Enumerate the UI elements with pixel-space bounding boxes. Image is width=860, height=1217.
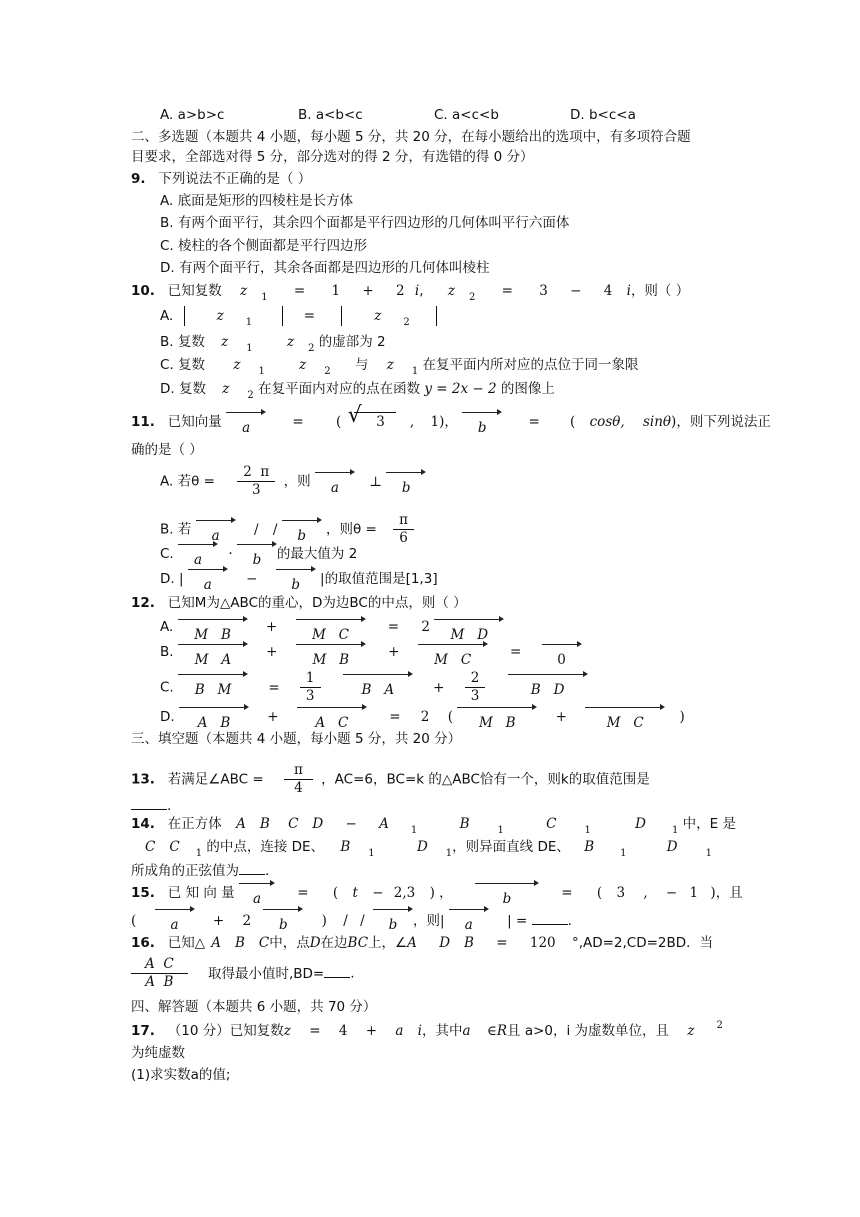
q9-option-b: B. 有两个面平行，其余四个面都是平行四边形的几何体叫平行六面体 [160,215,570,231]
q9-option-a: A. 底面是矩形的四棱柱是长方体 [160,193,354,209]
question-number: 10. [131,283,155,299]
question-11: 11. 已知向量 a = ( √ 3 , 1)， b = ( cosθ, sinθ)，则下列说法正 [131,412,771,431]
question-text: 所成角的正弦值为 [131,863,239,879]
q10-option-c: C. 复数 z $_1$ z $_2$ 与 z $_1$ 在复平面内所对应的点位于同一象限 [160,357,639,377]
question-17-part1: (1)求实数a的值; [131,1067,231,1083]
question-text: 取得最小值时,BD= [207,965,325,982]
question-number: 13. [131,771,155,788]
q10-option-d: D. 复数 z $_2$ 在复平面内对应的点在函数 y = 2x − 2 的图像上 [160,381,555,401]
section2-heading: 二、多选题（本题共 4 小题，每小题 5 分，共 20 分，在每小题给出的选项中，有多项符合题 [131,129,691,145]
question-stem-pre: 已知复数 [167,283,222,299]
question-text: ，则| [412,913,445,929]
q12-option-c: C. B M = $\frac{1}{3}$ B A + $\frac{2}{3}$ B D [160,670,588,705]
question-15: 15. 已 知 向 量 a = ( t − 2,3 ) ， b = ( 3 , − 1 )，且 [131,885,743,907]
question-line1-end: 中，E 是 [682,816,736,832]
q8-option-a: A. a>b>c [160,107,225,123]
option-label: D. | [160,571,184,587]
option-text: 的虚部为 2 [318,334,386,350]
q8-option-c: C. a<c<b [434,107,499,123]
option-label: A. 若θ = [160,473,215,490]
question-17-cont: 为纯虚数 [131,1045,185,1061]
question-17: 17. （10 分）已知复数z = 4 + a i，其中a ∈R且 a>0，i 为虚数单位，且 z $^2$ [131,1020,723,1039]
question-stem-post: ，AC=6，BC=k 的△ABC恰有一个，则k的取值范围是 [321,771,650,788]
option-text: ，则θ = [325,521,377,538]
q8-option-d: D. b<c<a [570,107,636,123]
section3-heading: 三、填空题（本题共 4 小题，每小题 5 分，共 20 分） [131,731,462,747]
question-text: （10 分）已知复数 [167,1023,284,1039]
question-text: ，其中 [422,1023,463,1039]
option-label: C. [160,679,174,696]
option-text: |的取值范围是[1,3] [320,571,438,587]
question-number: 9. [131,171,146,187]
q9-option-c: C. 棱柱的各个侧面都是平行四边形 [160,238,368,254]
question-stem: 下列说法不正确的是（ ） [158,171,312,187]
question-stem-post: ，则（ ） [630,283,690,299]
question-16: 16. 已知△ A B C中，点D在边BC上，∠A D B = 120 °,AD=2,CD=2BD．当 [131,935,714,951]
q11-option-d: D. | a − b |的取值范围是[1,3] [160,571,438,593]
answer-blank: . [131,795,171,815]
section4-heading: 四、解答题（本题共 6 小题，共 70 分） [131,999,377,1015]
question-12 [131,594,467,612]
question-14-cont2: 所成角的正弦值为 . [131,860,269,880]
q9-option-d: D. 有两个面平行，其余各面都是四边形的几何体叫棱柱 [160,260,490,276]
q12-option-b: B. M A + M B + M C = 0 [160,643,582,661]
question-stem-pre: 已 知 向 量 [167,885,235,901]
q10-option-b: B. 复数 z $_1$ z $_2$ 的虚部为 2 [160,334,386,354]
question-15-cont: ( a + 2 b ) / / b ，则| a | = . [131,910,572,930]
question-11-cont: 确的是（ ） [131,442,203,458]
option-text: 的图像上 [500,381,555,397]
option-text: 在复平面内对应的点在函数 [258,381,421,397]
option-text: 在复平面内所对应的点位于同一象限 [422,357,639,373]
option-label: D. 复数 [160,381,206,397]
question-stem-post: ，则下列说法正 [676,414,771,430]
question-stem: 已知M为△ABC的重心，D为边BC的中点，则（ ） [167,595,467,611]
q11-option-c: C. a · b 的最大值为 2 [160,546,358,568]
question-14: 14. 在正方体 A B C D − A $_1$ B $_1$ C $_1$ D $_1$ 中，E 是 [131,816,736,836]
option-label: B. 复数 [160,334,205,350]
function-expression: y = 2x − 2 [424,381,497,397]
question-13: 13. 若满足∠ABC = $\frac{\pi}{4}$ ，AC=6，BC=k 的△ABC恰有一个，则k的取值范围是 [131,762,650,796]
q10-option-a: A. z $_1$ = z $_2$ [160,306,443,327]
question-number: 17. [131,1023,155,1039]
option-text: 与 [354,357,369,373]
option-label: A. [160,619,174,635]
question-9 [131,170,311,188]
option-label: B. [160,644,174,660]
question-10: 10. 已知复数 z $_1$ = 1 + 2 i, z $_2$ = 3 − 4 i，则（ ） [131,283,690,303]
option-text: ，则 [283,473,311,490]
option-label: D. [160,709,175,725]
option-label: A. [160,308,174,324]
q11-option-a: A. 若θ = $\frac{2 \pi}{3}$ ，则 a ⊥ b [160,464,426,499]
q8-option-b: B. a<b<c [298,107,363,123]
question-number: 14. [131,816,155,832]
section2-heading-cont: 目要求，全部选对得 5 分，部分选对的得 2 分，有选错的得 0 分） [131,149,534,165]
question-number: 11. [131,414,155,430]
question-text: | = [507,913,528,929]
option-label: B. 若 [160,521,192,538]
q11-option-b: B. 若 a / / b ，则θ = $\frac{\pi}{6}$ [160,512,418,547]
question-stem-pre: 若满足∠ABC = [167,771,264,788]
option-label: C. [160,546,174,562]
question-number: 15. [131,885,155,901]
question-text: 且 a>0，i 为虚数单位，且 [507,1023,670,1039]
question-stem-pre: 已知向量 [167,414,222,430]
option-label: C. 复数 [160,357,206,373]
question-16-cont: $\frac{\text{A C}}{\text{A B}}$ 取得最小值时,BD= . [131,956,355,991]
question-text: 的中点，连接 DE、 [206,839,325,855]
question-14-cont: C C $_1$ 的中点，连接 DE、 B $_1$ D $_1$，则异面直线 DE、 B $_1$ D $_1$ [145,839,712,859]
option-text: 的最大值为 2 [276,546,358,562]
q12-option-d: D. A B + A C = 2 ( M B + M C ) [160,709,685,731]
q12-option-a: A. M B + M C = 2 M D [160,618,504,636]
question-number: 16. [131,935,155,951]
question-text: ，则异面直线 DE、 [452,839,570,855]
question-stem-mid: ，且 [715,885,743,901]
question-number: 12. [131,595,155,611]
